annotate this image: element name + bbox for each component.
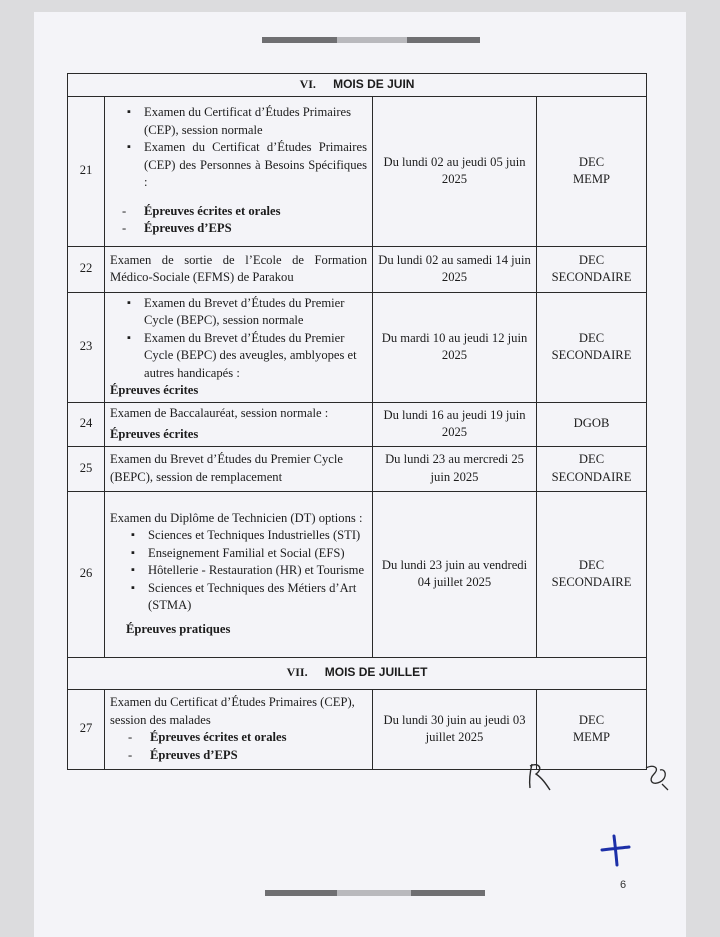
row-number: 21 [68, 96, 105, 246]
list-item: ▪ Examen du Certificat d’Études Primaires (CEP) des Personnes à Besoins Spécifiques : [144, 139, 367, 192]
list-item: ▪ Examen du Brevet d’Études du Premier Cycle (BEPC), session normale [144, 295, 367, 330]
exam-list [110, 104, 367, 192]
table-row [68, 246, 647, 292]
row-number: 23 [68, 292, 105, 402]
exam-dates: Du mardi 10 au jeudi 12 juin 2025 [373, 292, 537, 402]
responsible-line: MEMP [572, 730, 611, 744]
row-number: 26 [68, 491, 105, 657]
list-item: ▪ Examen du Brevet d’Études du Premier Cycle (BEPC) des aveugles, amblyopes et autres handicapés : [144, 330, 367, 383]
responsible-line: DEC [578, 557, 605, 572]
exam-description [105, 402, 373, 446]
test-type: Épreuves écrites [110, 427, 199, 441]
section-header-july [68, 657, 647, 689]
exam-description [105, 689, 373, 769]
footer-rule [265, 890, 485, 896]
exam-description [105, 292, 373, 402]
header-rule [262, 37, 480, 43]
test-types-list [110, 729, 367, 764]
exam-title: Examen de Baccalauréat, session normale : [110, 405, 329, 420]
list-item: ▪ Sciences et Techniques des Métiers d’Art (STMA) [148, 580, 367, 615]
exam-description [105, 491, 373, 657]
list-item: ▪ Sciences et Techniques Industrielles (STI) [148, 527, 367, 545]
responsible-line: DEC [578, 330, 605, 345]
list-item: ▪ Hôtellerie - Restauration (HR) et Tourisme [148, 562, 367, 580]
exam-title: Examen du Diplôme de Technicien (DT) options : [110, 510, 363, 525]
page-number: 6 [620, 879, 627, 891]
exam-list [110, 295, 367, 383]
section-roman: VI. [299, 77, 316, 91]
table-row [68, 689, 647, 769]
list-item: - Épreuves écrites et orales [150, 729, 367, 747]
responsible-entity [537, 292, 647, 402]
responsible-line: DEC [578, 712, 605, 727]
exam-dates: Du lundi 23 juin au vendredi 04 juillet 2025 [373, 491, 537, 657]
table-row [68, 292, 647, 402]
responsible-line: DEC [578, 452, 605, 466]
responsible-line: MEMP [572, 172, 611, 186]
row-number: 27 [68, 689, 105, 769]
row-number: 25 [68, 446, 105, 491]
exam-schedule-table [67, 73, 647, 770]
table-row [68, 96, 647, 246]
list-item: ▪ Examen du Certificat d’Études Primaires (CEP), session normale [144, 104, 367, 139]
section-roman: VII. [286, 665, 308, 680]
section-header-june [68, 74, 647, 97]
responsible-entity [537, 491, 647, 657]
responsible-entity [537, 96, 647, 246]
exam-dates: Du lundi 02 au samedi 14 juin 2025 [373, 246, 537, 292]
responsible-entity [537, 446, 647, 491]
responsible-line: SECONDAIRE [551, 469, 632, 484]
exam-dates: Du lundi 02 au jeudi 05 juin 2025 [373, 96, 537, 246]
handwritten-initial-mark [640, 760, 674, 792]
exam-title: Examen du Certificat d’Études Primaires (CEP), session des malades [110, 695, 355, 727]
table-row [68, 402, 647, 446]
responsible-line: SECONDAIRE [551, 348, 632, 362]
responsible-entity [537, 402, 647, 446]
options-list [110, 527, 367, 615]
exam-description [105, 96, 373, 246]
responsible-line: DEC [578, 154, 605, 169]
list-item: ▪ Enseignement Familial et Social (EFS) [148, 545, 367, 563]
responsible-line: SECONDAIRE [551, 575, 632, 589]
section-title: MOIS DE JUIN [333, 77, 415, 91]
test-type: Épreuves pratiques [126, 621, 231, 636]
list-item: - Épreuves écrites et orales [144, 203, 367, 221]
exam-dates: Du lundi 16 au jeudi 19 juin 2025 [373, 402, 537, 446]
responsible-entity [537, 246, 647, 292]
table-row [68, 491, 647, 657]
table-row [68, 446, 647, 491]
row-number: 22 [68, 246, 105, 292]
exam-dates: Du lundi 30 juin au jeudi 03 juillet 2025 [373, 689, 537, 769]
responsible-entity [537, 689, 647, 769]
row-number: 24 [68, 402, 105, 446]
exam-dates: Du lundi 23 au mercredi 25 juin 2025 [373, 446, 537, 491]
list-item: - Épreuves d’EPS [150, 747, 367, 765]
exam-description: Examen du Brevet d’Études du Premier Cycle (BEPC), session de remplacement [105, 446, 373, 491]
responsible-line: DGOB [573, 416, 610, 431]
responsible-line: SECONDAIRE [551, 270, 632, 284]
list-item: - Épreuves d’EPS [144, 220, 367, 238]
test-types-list [110, 203, 367, 238]
exam-description: Examen de sortie de l’Ecole de Formation Médico-Sociale (EFMS) de Parakou [105, 246, 373, 292]
section-title: MOIS DE JUILLET [324, 665, 428, 680]
responsible-line: DEC [578, 252, 605, 267]
test-type: Épreuves écrites [110, 383, 199, 397]
handwritten-initial-mark [520, 758, 560, 794]
cross-mark-icon [598, 832, 632, 868]
